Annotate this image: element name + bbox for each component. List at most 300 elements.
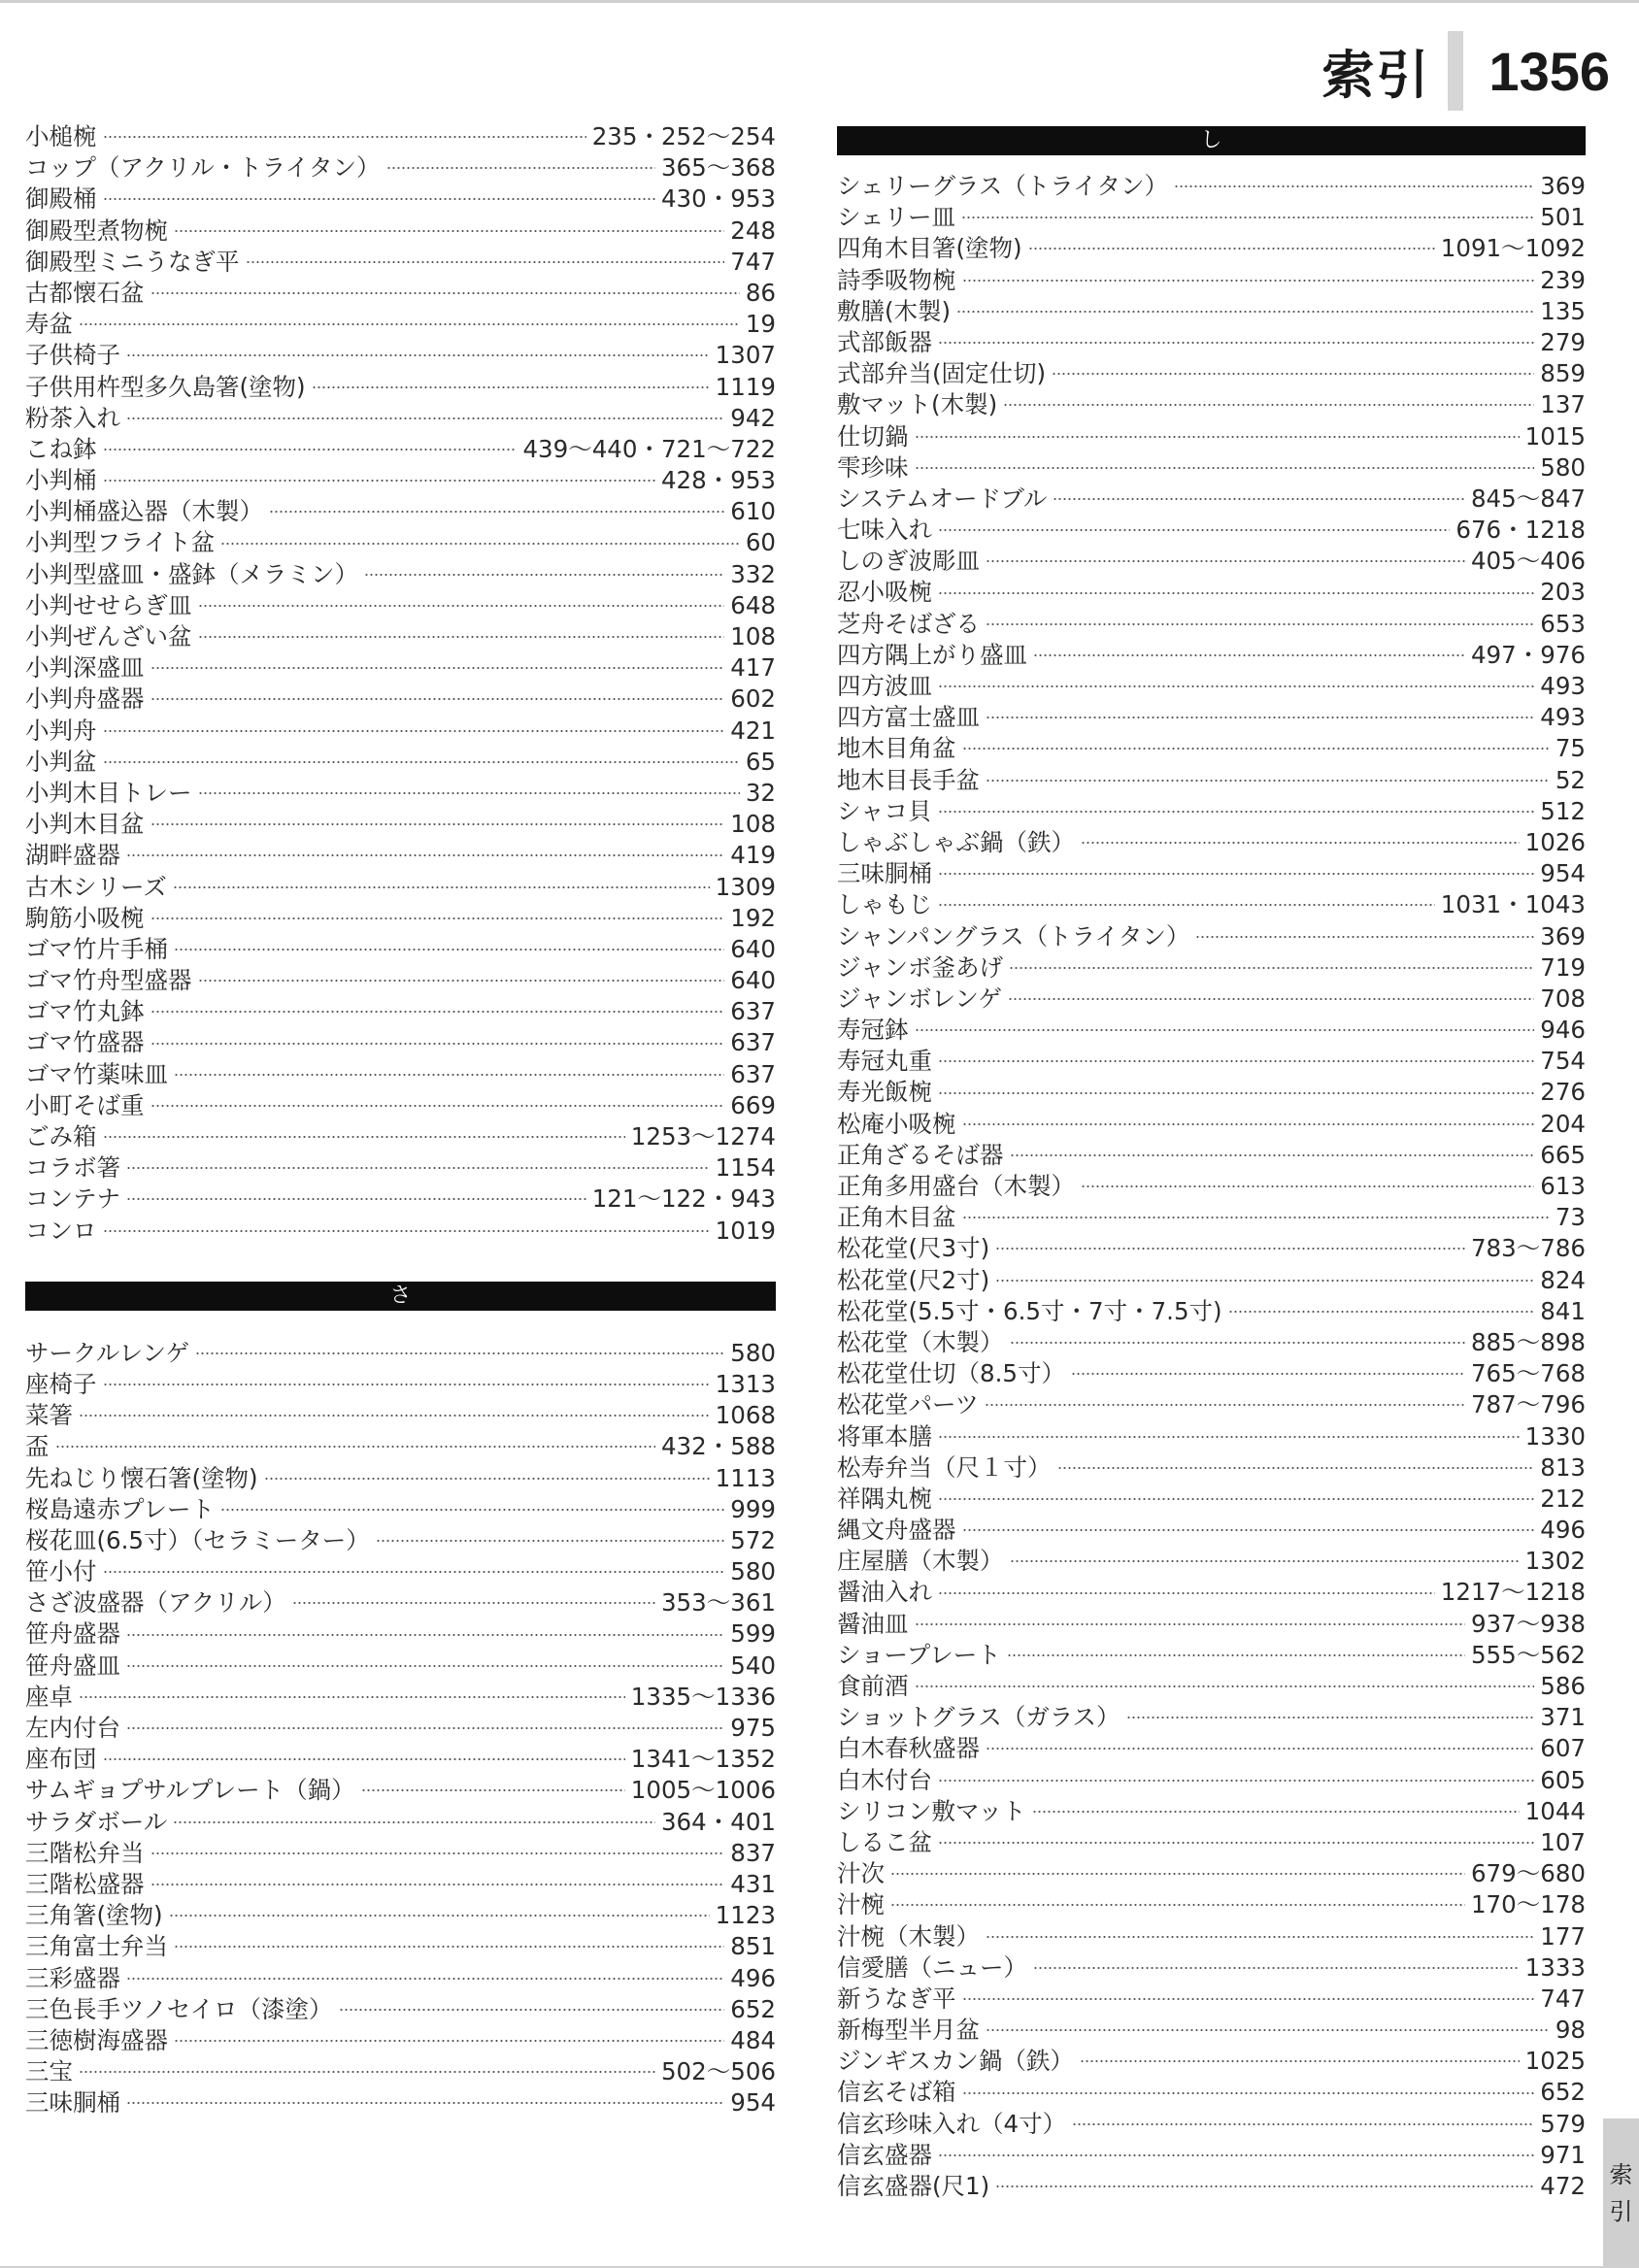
index-entry [837, 1296, 1586, 1327]
entry-label: 桜島遠赤プレート [25, 1494, 216, 1523]
entry-pages: 108 [730, 810, 776, 839]
entry-label: 式部飯器 [837, 327, 932, 356]
entry-label: 桜花皿(6.5寸）（セラミーター） [25, 1525, 370, 1554]
entry-pages: 1333 [1524, 1952, 1586, 1982]
entry-pages: 1031・1043 [1440, 890, 1586, 919]
entry-label: 盃 [25, 1432, 50, 1461]
dot-leader [938, 873, 1534, 875]
entry-pages: 540 [730, 1651, 776, 1680]
index-entry [837, 1484, 1586, 1515]
index-entry [837, 1858, 1586, 1889]
dot-leader [126, 1665, 724, 1667]
entry-pages: 332 [730, 559, 776, 588]
entry-pages: 851 [730, 1932, 776, 1961]
dot-leader [339, 2009, 725, 2011]
entry-label: 白木付台 [837, 1765, 932, 1794]
index-entry [25, 1027, 776, 1058]
entry-pages: 824 [1540, 1265, 1586, 1294]
entry-pages: 648 [730, 590, 776, 619]
dot-leader [126, 354, 710, 356]
dot-leader [962, 2092, 1535, 2094]
entry-label: 寿冠鉢 [837, 1016, 909, 1045]
entry-label: 御殿桶 [25, 184, 97, 214]
dot-leader [1174, 185, 1534, 187]
index-entry [25, 1431, 776, 1462]
entry-pages: 496 [1540, 1516, 1586, 1545]
entry-label: 四角木目箸(塗物) [837, 234, 1022, 263]
dot-leader [1009, 967, 1534, 969]
entry-pages: 669 [730, 1090, 776, 1119]
section-heading-shi: し [837, 126, 1586, 155]
index-entry [25, 1463, 776, 1494]
dot-leader [995, 1280, 1534, 1282]
entry-pages: 676・1218 [1455, 516, 1586, 545]
entry-label: 庄屋膳（木製） [837, 1547, 1004, 1576]
index-entry [837, 921, 1586, 952]
entry-label: 座布団 [25, 1745, 97, 1774]
entry-pages: 501 [1540, 203, 1586, 232]
entry-pages: 580 [730, 1338, 776, 1367]
index-entry [837, 515, 1586, 546]
dot-leader [151, 1852, 725, 1854]
index-entry [837, 1702, 1586, 1733]
dot-leader [961, 217, 1534, 218]
entry-list-sa [25, 1338, 776, 2119]
entry-pages: 708 [1540, 984, 1586, 1013]
index-entry [25, 1838, 776, 1869]
dot-leader [79, 323, 740, 325]
entry-label: 小判ぜんざい盆 [25, 622, 192, 650]
index-entry [837, 640, 1586, 671]
dot-leader [376, 1540, 724, 1542]
entry-label: しゃもじ [837, 890, 932, 919]
dot-leader [986, 1936, 1534, 1938]
entry-pages: 1341〜1352 [630, 1745, 776, 1774]
entry-pages: 1005〜1006 [630, 1776, 776, 1805]
entry-pages: 369 [1540, 172, 1586, 200]
entry-label: 四方富士盛皿 [837, 703, 980, 732]
index-entry [25, 1744, 776, 1775]
dot-leader [312, 386, 710, 388]
entry-pages: 60 [745, 528, 776, 557]
dot-leader [986, 717, 1534, 718]
dot-leader [103, 761, 740, 763]
dot-leader [985, 1404, 1465, 1406]
index-entry [837, 827, 1586, 858]
entry-pages: 653 [1540, 609, 1586, 638]
index-entry [837, 484, 1586, 515]
dot-leader [126, 417, 724, 419]
entry-pages: 679〜680 [1470, 1859, 1586, 1888]
index-entry [837, 609, 1586, 640]
entry-label: 松庵小吸椀 [837, 1109, 956, 1138]
dot-leader [915, 467, 1535, 469]
entry-pages: 419 [730, 841, 776, 870]
dot-leader [915, 1623, 1465, 1625]
dot-leader [1053, 498, 1465, 500]
dot-leader [151, 1043, 725, 1045]
index-entry [837, 1358, 1586, 1389]
index-entry [25, 1994, 776, 2025]
entry-pages: 813 [1540, 1452, 1586, 1482]
entry-pages: 121〜122・943 [591, 1184, 776, 1214]
entry-label: 正角木目盆 [837, 1203, 956, 1232]
entry-pages: 203 [1540, 578, 1586, 607]
entry-pages: 1253〜1274 [630, 1122, 776, 1151]
dot-leader [938, 1842, 1534, 1844]
dot-leader [1010, 1154, 1535, 1156]
index-entry [25, 1618, 776, 1650]
entry-label: 笹舟盛器 [25, 1619, 120, 1649]
dot-leader [1010, 1560, 1520, 1562]
entry-pages: 1015 [1524, 421, 1586, 450]
dot-leader [151, 823, 725, 825]
entry-pages: 1123 [715, 1901, 776, 1930]
index-entry [837, 265, 1586, 296]
index-entry [25, 372, 776, 403]
entry-label: ジャンボレンゲ [837, 984, 1002, 1013]
entry-label: 三色長手ツノセイロ（漆塗） [25, 1994, 333, 2023]
index-entry [837, 1733, 1586, 1764]
entry-pages: 417 [730, 653, 776, 683]
index-entry [837, 2109, 1586, 2140]
entry-label: 詩季吸物椀 [837, 265, 956, 294]
entry-label: 醤油入れ [837, 1578, 932, 1607]
dot-leader [1081, 842, 1520, 844]
dot-leader [126, 1727, 724, 1729]
entry-pages: 719 [1540, 952, 1586, 982]
entry-label: 小判舟盛器 [25, 684, 145, 714]
entry-label: 小判型フライト盆 [25, 528, 216, 557]
index-entry [837, 702, 1586, 733]
dot-leader [915, 1029, 1535, 1031]
entry-pages: 1026 [1524, 827, 1586, 856]
dot-leader [962, 748, 1550, 750]
entry-pages: 353〜361 [660, 1588, 776, 1618]
dot-leader [938, 904, 1435, 906]
dot-leader [1057, 1467, 1535, 1469]
dot-leader [986, 780, 1550, 782]
entry-label: ゴマ竹盛器 [25, 1028, 145, 1057]
entry-label: 食前酒 [837, 1672, 909, 1700]
dot-leader [386, 167, 655, 169]
entry-label: コンロ [25, 1216, 97, 1245]
entry-pages: 431 [730, 1869, 776, 1898]
dot-leader [938, 685, 1534, 687]
entry-pages: 1313 [715, 1369, 776, 1398]
entry-label: 古都懐石盆 [25, 278, 145, 307]
entry-pages: 86 [745, 278, 776, 307]
dot-leader [292, 1602, 655, 1604]
entry-label: 地木目角盆 [837, 734, 956, 763]
right-column [837, 126, 1586, 2202]
index-entry [25, 183, 776, 215]
index-entry [25, 496, 776, 527]
entry-label: 松花堂(尺3寸) [837, 1234, 990, 1263]
entry-label: 三彩盛器 [25, 1963, 120, 1992]
header-divider [1448, 31, 1463, 111]
index-entry [25, 2025, 776, 2056]
entry-pages: 637 [730, 997, 776, 1026]
entry-pages: 204 [1540, 1109, 1586, 1138]
entry-pages: 1044 [1524, 1796, 1586, 1825]
dot-leader [151, 667, 725, 669]
entry-label: 笹小付 [25, 1557, 97, 1586]
entry-pages: 365〜368 [660, 153, 776, 183]
dot-leader [79, 2071, 655, 2073]
entry-label: 松花堂(尺2寸) [837, 1265, 990, 1294]
index-entry [25, 934, 776, 965]
entry-pages: 637 [730, 1028, 776, 1057]
entry-pages: 98 [1555, 2016, 1586, 2045]
index-entry [25, 1184, 776, 1215]
entry-pages: 170〜178 [1470, 1890, 1586, 1919]
entry-pages: 73 [1555, 1203, 1586, 1232]
index-entry [25, 1556, 776, 1587]
index-entry [837, 171, 1586, 202]
index-entry [837, 202, 1586, 233]
entry-label: 雫珍味 [837, 452, 909, 482]
entry-pages: 754 [1540, 1047, 1586, 1076]
entry-label: 汁椀（木製） [837, 1921, 980, 1951]
entry-label: 先ねじり懐石箸(塗物) [25, 1463, 258, 1492]
entry-label: 御殿型ミニうなぎ平 [25, 247, 240, 276]
dot-leader [962, 1998, 1535, 2000]
dot-leader [126, 1167, 710, 1169]
entry-pages: 1119 [715, 372, 776, 401]
entry-label: 式部弁当(固定仕切) [837, 359, 1047, 388]
index-entry [25, 1216, 776, 1247]
index-entry [25, 1090, 776, 1121]
entry-label: ゴマ竹丸鉢 [25, 997, 145, 1026]
index-entry [25, 809, 776, 840]
entry-pages: 580 [730, 1557, 776, 1586]
index-entry [837, 671, 1586, 702]
entry-label: 寿盆 [25, 310, 73, 339]
dot-leader [1008, 998, 1534, 1000]
entry-pages: 212 [1540, 1484, 1586, 1513]
entry-label: 小槌椀 [25, 122, 97, 150]
dot-leader [264, 1478, 710, 1480]
index-entry [25, 1152, 776, 1184]
entry-pages: 430・953 [660, 184, 776, 214]
entry-pages: 640 [730, 934, 776, 963]
dot-leader [246, 261, 725, 263]
entry-label: 三角富士弁当 [25, 1932, 168, 1961]
entry-label: 敷膳(木製) [837, 296, 952, 325]
left-column [25, 121, 776, 2118]
index-entry [837, 765, 1586, 796]
entry-pages: 497・976 [1470, 640, 1586, 669]
dot-leader [938, 592, 1534, 594]
entry-label: ゴマ竹片手桶 [25, 934, 168, 963]
dot-leader [956, 311, 1534, 313]
entry-label: ゴマ竹舟型盛器 [25, 966, 192, 995]
entry-pages: 1307 [715, 341, 776, 370]
entry-pages: 52 [1555, 765, 1586, 794]
index-entry [837, 1421, 1586, 1452]
index-entry [25, 1900, 776, 1931]
entry-pages: 652 [1540, 2078, 1586, 2107]
index-entry [837, 858, 1586, 889]
entry-label: 信愛膳（ニュー） [837, 1952, 1027, 1982]
entry-pages: 579 [1540, 2109, 1586, 2138]
entry-label: 子供椅子 [25, 341, 120, 370]
entry-label: シャコ貝 [837, 796, 932, 825]
entry-pages: 607 [1540, 1734, 1586, 1763]
index-entry [837, 2140, 1586, 2171]
entry-pages: 599 [730, 1619, 776, 1649]
dot-leader [962, 1123, 1535, 1125]
entry-pages: 1335〜1336 [630, 1682, 776, 1711]
entry-pages: 787〜796 [1470, 1390, 1586, 1419]
entry-pages: 747 [730, 247, 776, 276]
dot-leader [126, 854, 724, 856]
entry-label: ジンギスカン鍋（鉄） [837, 2047, 1074, 2076]
dot-leader [1126, 1717, 1535, 1718]
entry-label: 松花堂(5.5寸・6.5寸・7寸・7.5寸) [837, 1296, 1222, 1325]
entry-label: ごみ箱 [25, 1122, 97, 1151]
entry-label: しゃぶしゃぶ鍋（鉄） [837, 827, 1075, 856]
index-entry [25, 965, 776, 996]
index-entry [25, 840, 776, 871]
entry-pages: 235・252〜254 [591, 122, 776, 150]
entry-label: 三階松弁当 [25, 1838, 145, 1867]
index-entry [25, 778, 776, 809]
entry-label: 小判桶盛込器（木製） [25, 497, 263, 526]
entry-label: 三味胴桶 [837, 859, 932, 888]
entry-pages: 405〜406 [1470, 547, 1586, 576]
entry-label: 粉茶入れ [25, 403, 120, 432]
index-entry [837, 1577, 1586, 1608]
entry-pages: 432・588 [660, 1432, 776, 1461]
entry-pages: 837 [730, 1838, 776, 1867]
entry-label: 三階松盛器 [25, 1869, 145, 1898]
index-entry [837, 1921, 1586, 1952]
entry-pages: 279 [1540, 327, 1586, 356]
entry-pages: 512 [1540, 796, 1586, 825]
index-entry [25, 1587, 776, 1618]
index-entry [25, 1869, 776, 1900]
entry-pages: 1154 [715, 1153, 776, 1183]
entry-label: こね鉢 [25, 434, 97, 463]
entry-label: しるこ盆 [837, 1827, 932, 1856]
entry-pages: 1113 [715, 1463, 776, 1492]
dot-leader [151, 917, 725, 919]
dot-leader [103, 1758, 625, 1760]
index-entry [25, 1963, 776, 1994]
entry-label: 汁椀 [837, 1890, 885, 1919]
dot-leader [962, 280, 1535, 282]
index-entry [25, 1713, 776, 1744]
entry-label: 白木春秋盛器 [837, 1734, 980, 1763]
entry-label: 四方隅上がり盛皿 [837, 640, 1027, 669]
index-entry [837, 1327, 1586, 1358]
entry-pages: 937〜938 [1470, 1609, 1586, 1638]
index-entry [25, 434, 776, 465]
entry-pages: 1091〜1092 [1440, 234, 1586, 263]
entry-label: 笹舟盛皿 [25, 1651, 120, 1680]
entry-label: 信玄珍味入れ（4寸） [837, 2109, 1067, 2138]
dot-leader [198, 792, 740, 794]
entry-label: 松花堂仕切（8.5寸） [837, 1359, 1065, 1388]
index-entry [25, 747, 776, 778]
dot-leader [198, 636, 725, 638]
dot-leader [173, 1821, 655, 1823]
entry-pages: 107 [1540, 1827, 1586, 1856]
dot-leader [1028, 248, 1435, 250]
entry-label: 松花堂パーツ [837, 1390, 980, 1419]
entry-label: シェリーグラス（トライタン） [837, 172, 1169, 200]
dot-leader [1007, 1654, 1465, 1656]
entry-label: ショープレート [837, 1640, 1001, 1669]
entry-pages: 841 [1540, 1296, 1586, 1325]
index-entry [25, 1807, 776, 1838]
index-entry [837, 1077, 1586, 1108]
index-entry [25, 403, 776, 434]
dot-leader [995, 2185, 1534, 2187]
index-entry [837, 1765, 1586, 1796]
index-entry [25, 590, 776, 621]
entry-pages: 1302 [1524, 1547, 1586, 1576]
entry-pages: 65 [745, 747, 776, 776]
section-heading-sa: さ [25, 1282, 776, 1311]
entry-label: 駒筋小吸椀 [25, 903, 145, 932]
index-entry [837, 1889, 1586, 1920]
dot-leader [986, 1748, 1534, 1750]
entry-pages: 192 [730, 903, 776, 932]
entry-pages: 572 [730, 1525, 776, 1554]
dot-leader [103, 1136, 625, 1138]
index-entry [837, 1015, 1586, 1046]
entry-label: 湖畔盛器 [25, 841, 120, 870]
dot-leader [995, 1248, 1465, 1250]
entry-pages: 954 [1540, 859, 1586, 888]
entry-pages: 665 [1540, 1140, 1586, 1169]
index-entry [837, 796, 1586, 827]
index-entry [25, 2056, 776, 2087]
entry-pages: 421 [730, 716, 776, 745]
dot-leader [79, 1696, 625, 1698]
entry-label: 将軍本膳 [837, 1421, 932, 1451]
index-entry [837, 1389, 1586, 1420]
dot-leader [1080, 2060, 1520, 2062]
index-side-tab [1603, 2118, 1639, 2268]
dot-leader [938, 1498, 1534, 1500]
entry-pages: 640 [730, 966, 776, 995]
entry-pages: 885〜898 [1470, 1327, 1586, 1356]
entry-label: 三味胴桶 [25, 2088, 120, 2118]
index-entry [25, 621, 776, 652]
entry-label: 寿光飯椀 [837, 1078, 932, 1107]
index-entry [837, 1233, 1586, 1264]
entry-label: 左内付台 [25, 1714, 120, 1742]
entry-label: コンテナ [25, 1184, 120, 1214]
entry-label: 小判桶 [25, 466, 97, 495]
index-entry [25, 1682, 776, 1713]
index-entry [837, 1609, 1586, 1640]
entry-label: コップ（アクリル・トライタン） [25, 153, 381, 183]
index-entry [837, 452, 1586, 484]
side-tab-char: 引 [1609, 2198, 1633, 2225]
index-entry [25, 1400, 776, 1431]
entry-label: 縄文舟盛器 [837, 1516, 956, 1545]
dot-leader [79, 1415, 710, 1417]
entry-label: 信玄盛器(尺1) [837, 2172, 990, 2200]
index-entry [25, 652, 776, 684]
entry-label: 小判木目トレー [25, 778, 192, 807]
entry-pages: 613 [1540, 1172, 1586, 1200]
